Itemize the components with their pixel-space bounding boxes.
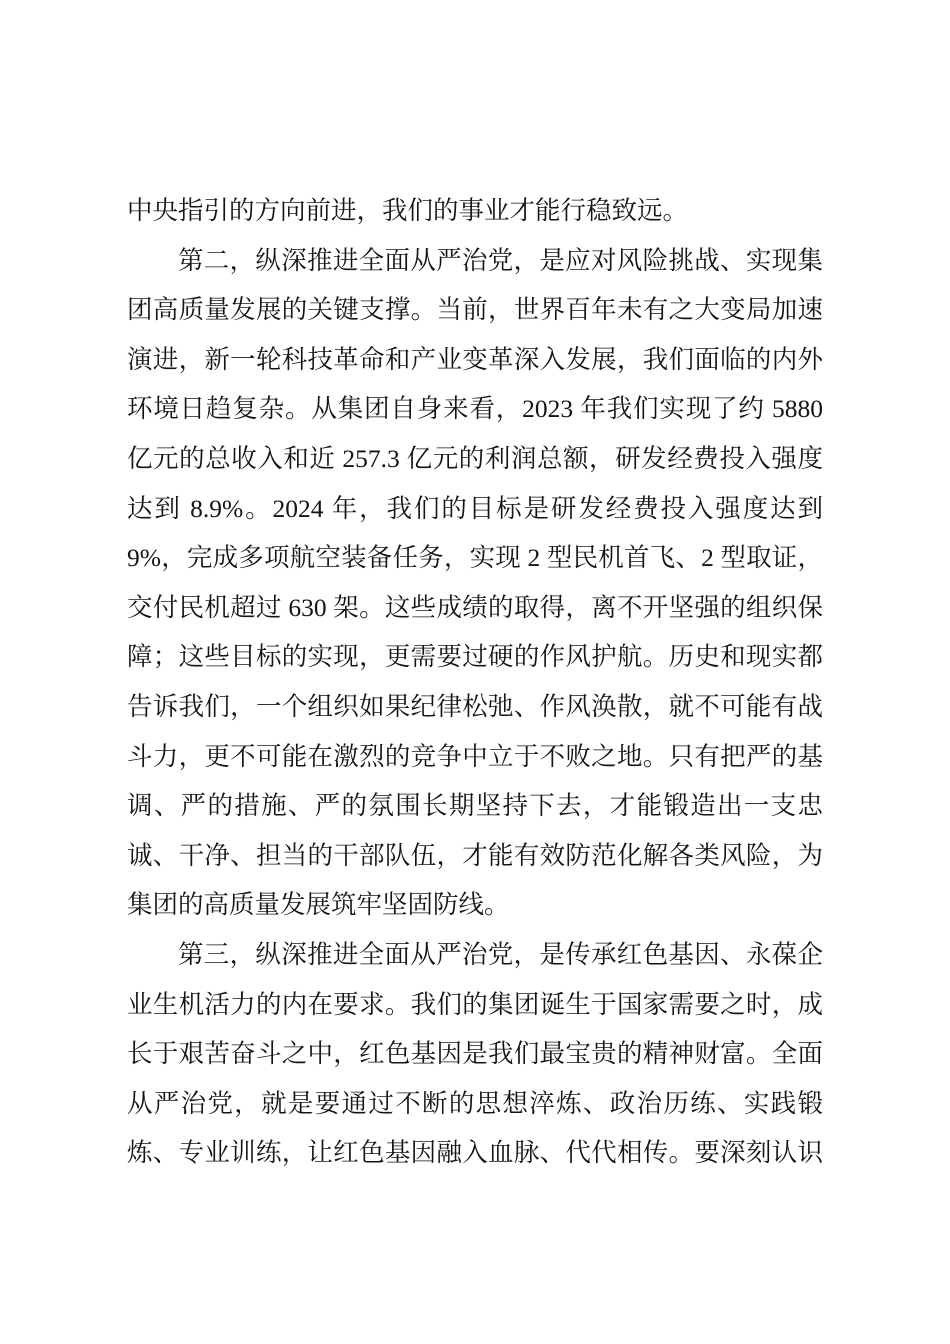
text-line: 业生机活力的内在要求。我们的集团诞生于国家需要之时，成 <box>127 989 823 1019</box>
text-line: 9%，完成多项航空装备任务，实现 2 型民机首飞、2 型取证， <box>127 543 823 573</box>
text-line: 交付民机超过 630 架。这些成绩的取得，离不开坚强的组织保 <box>127 592 823 622</box>
text-line: 达到 8.9%。2024 年，我们的目标是研发经费投入强度达到 <box>127 493 823 523</box>
text-line: 集团的高质量发展筑牢坚固防线。 <box>127 890 510 920</box>
text-line: 第二，纵深推进全面从严治党，是应对风险挑战、实现集 <box>178 245 823 275</box>
text-line: 第三，纵深推进全面从严治党，是传承红色基因、永葆企 <box>178 939 823 969</box>
text-line: 中央指引的方向前进，我们的事业才能行稳致远。 <box>127 196 689 225</box>
text-line: 长于艰苦奋斗之中，红色基因是我们最宝贵的精神财富。全面 <box>127 1039 823 1069</box>
text-line: 亿元的总收入和近 257.3 亿元的利润总额，研发经费投入强度 <box>127 443 823 473</box>
text-line: 团高质量发展的关键支撑。当前，世界百年未有之大变局加速 <box>127 295 823 325</box>
text-line: 告诉我们，一个组织如果纪律松弛、作风涣散，就不可能有战 <box>127 691 823 721</box>
text-line: 炼、专业训练，让红色基因融入血脉、代代相传。要深刻认识 <box>127 1138 823 1168</box>
text-line: 障；这些目标的实现，更需要过硬的作风护航。历史和现实都 <box>127 642 823 672</box>
text-line: 调、严的措施、严的氛围长期坚持下去，才能锻造出一支忠 <box>127 791 823 821</box>
document-text-block <box>127 186 823 1178</box>
text-line: 环境日趋复杂。从集团自身来看，2023 年我们实现了约 5880 <box>127 394 823 424</box>
text-line: 从严治党，就是要通过不断的思想淬炼、政治历练、实践锻 <box>127 1088 823 1118</box>
text-line: 诚、干净、担当的干部队伍，才能有效防范化解各类风险，为 <box>127 840 823 870</box>
text-line: 斗力，更不可能在激烈的竞争中立于不败之地。只有把严的基 <box>127 741 823 771</box>
text-line: 演进，新一轮科技革命和产业变革深入发展，我们面临的内外 <box>127 344 823 374</box>
